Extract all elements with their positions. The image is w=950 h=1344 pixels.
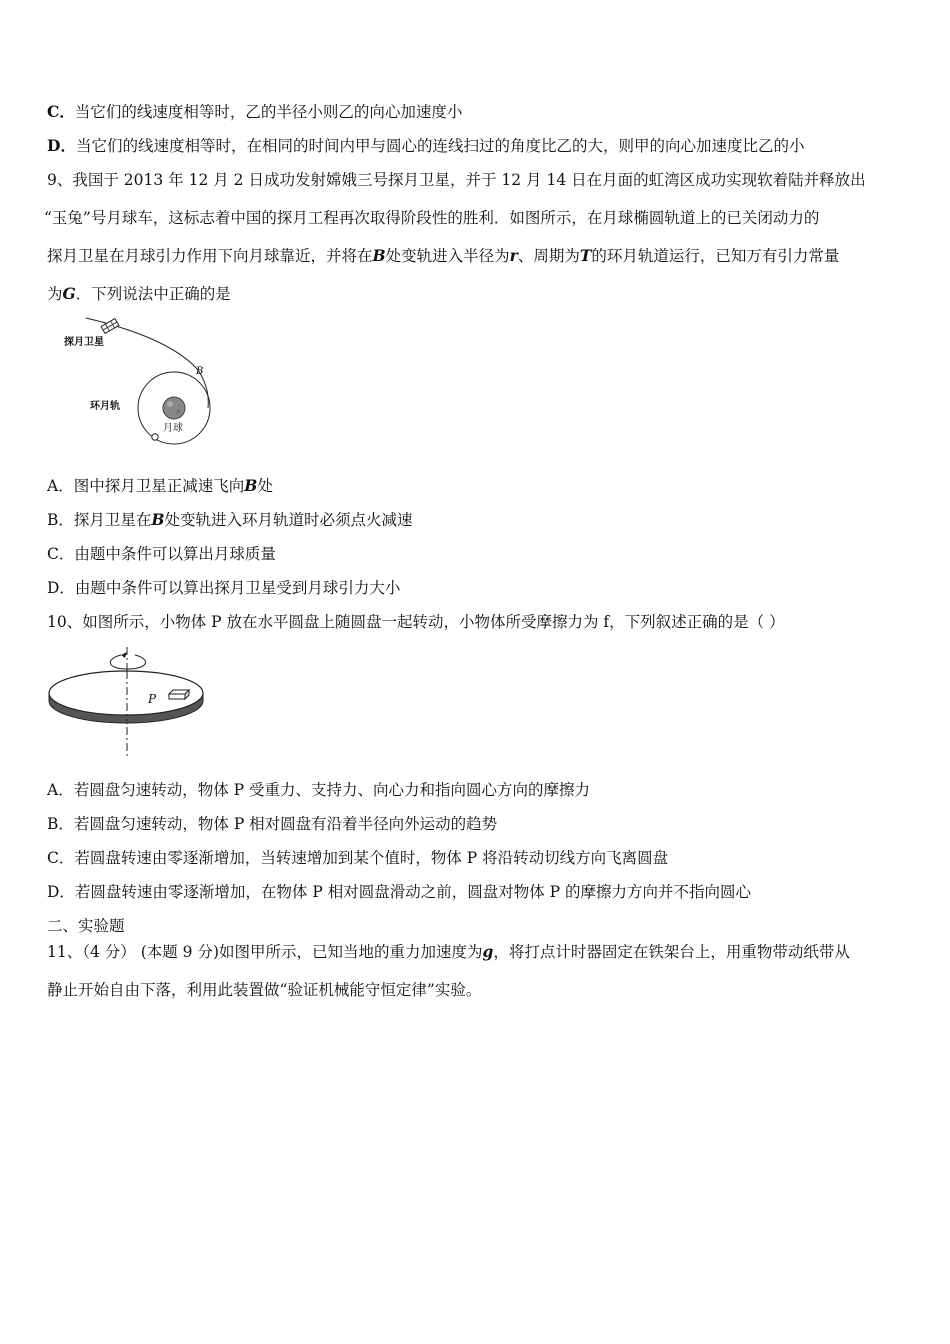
q10-option-b: B．若圆盘匀速转动，物体 P 相对圆盘有沿着半径向外运动的趋势	[47, 815, 498, 833]
block-p-icon	[169, 690, 189, 699]
var-b: B	[244, 476, 258, 495]
label-moon: 月球	[163, 423, 183, 434]
text: ，将打点计时器固定在铁架台上，用重物带动纸带从	[493, 943, 850, 961]
satellite-dot-icon	[152, 434, 158, 440]
option-letter: C．	[47, 102, 75, 121]
moon-icon	[163, 397, 185, 419]
moon-crater-icon	[176, 410, 181, 415]
text: 处	[257, 477, 273, 495]
q9-option-d: D．由题中条件可以算出探月卫星受到月球引力大小	[47, 579, 401, 597]
section-title: 二、实验题	[47, 917, 125, 935]
label-b: B	[196, 366, 204, 377]
option-text: 当它们的线速度相等时，乙的半径小则乙的向心加速度小	[74, 103, 463, 121]
text: 处变轨进入环月轨道时必须点火减速	[164, 511, 413, 529]
option-text: 当它们的线速度相等时，在相同的时间内甲与圆心的连线扫过的角度比乙的大，则甲的向心加速度比乙的小	[75, 137, 805, 155]
text: ．下列说法中正确的是	[75, 285, 231, 303]
q11-stem-line-2: 静止开始自由下落，利用此装置做“验证机械能守恒定律”实验。	[47, 981, 482, 999]
q11-stem-line-1	[47, 941, 910, 963]
q10-stem: 10、如图所示，小物体 P 放在水平圆盘上随圆盘一起转动，小物体所受摩擦力为 f，下列叙述正确的是（ ）	[47, 613, 785, 631]
q8-option-c	[47, 101, 910, 123]
text: A．图中探月卫星正减速飞向	[47, 477, 245, 495]
label-p: P	[148, 692, 157, 706]
var-g: G	[62, 284, 76, 303]
q9-option-b	[47, 509, 910, 531]
text: 、周期为	[517, 247, 580, 265]
q10-option-c: C．若圆盘转速由零逐渐增加，当转速增加到某个值时，物体 P 将沿转动切线方向飞离圆盘	[47, 849, 669, 867]
moon-crater-icon	[167, 401, 173, 407]
q9-option-a	[47, 475, 910, 497]
var-b: B	[372, 246, 386, 265]
q10-option-a: A．若圆盘匀速转动，物体 P 受重力、支持力、向心力和指向圆心方向的摩擦力	[47, 781, 590, 799]
q9-option-c: C．由题中条件可以算出月球质量	[47, 545, 276, 563]
text: 探月卫星在月球引力作用下向月球靠近，并将在	[47, 247, 373, 265]
q9-figure	[60, 308, 230, 458]
text: B．探月卫星在	[47, 511, 152, 529]
var-t: T	[579, 246, 592, 265]
q9-stem-line-1: 9、我国于 2013 年 12 月 2 日成功发射嫦娥三号探月卫星，并于 12 月 14 日在月面的虹湾区成功实现软着陆并释放出	[47, 171, 866, 189]
var-r: r	[509, 246, 518, 265]
var-b: B	[151, 510, 165, 529]
text: 11、（4 分） (本题 9 分)如图甲所示，已知当地的重力加速度为	[47, 943, 483, 961]
option-letter: D．	[47, 136, 76, 155]
q9-stem-line-3	[47, 245, 910, 267]
q10-figure	[45, 643, 215, 761]
satellite-icon	[101, 319, 119, 334]
text: 为	[47, 285, 63, 303]
label-orbit: 环月轨	[90, 401, 120, 412]
rotation-arrow-icon	[110, 655, 145, 669]
text: 的环月轨道运行，已知万有引力常量	[591, 247, 840, 265]
label-satellite: 探月卫星	[64, 337, 104, 348]
var-g: g	[482, 942, 494, 961]
arrowhead-icon	[121, 652, 127, 658]
q9-stem-line-2: “玉兔”号月球车，这标志着中国的探月工程再次取得阶段性的胜利．如图所示，在月球椭圆轨道上的已关闭动力的	[44, 209, 820, 227]
q8-option-d	[47, 135, 910, 157]
q10-option-d: D．若圆盘转速由零逐渐增加，在物体 P 相对圆盘滑动之前，圆盘对物体 P 的摩擦力方向并不指向圆心	[47, 883, 751, 901]
q9-stem-line-4	[47, 283, 910, 305]
text: 处变轨进入半径为	[385, 247, 510, 265]
